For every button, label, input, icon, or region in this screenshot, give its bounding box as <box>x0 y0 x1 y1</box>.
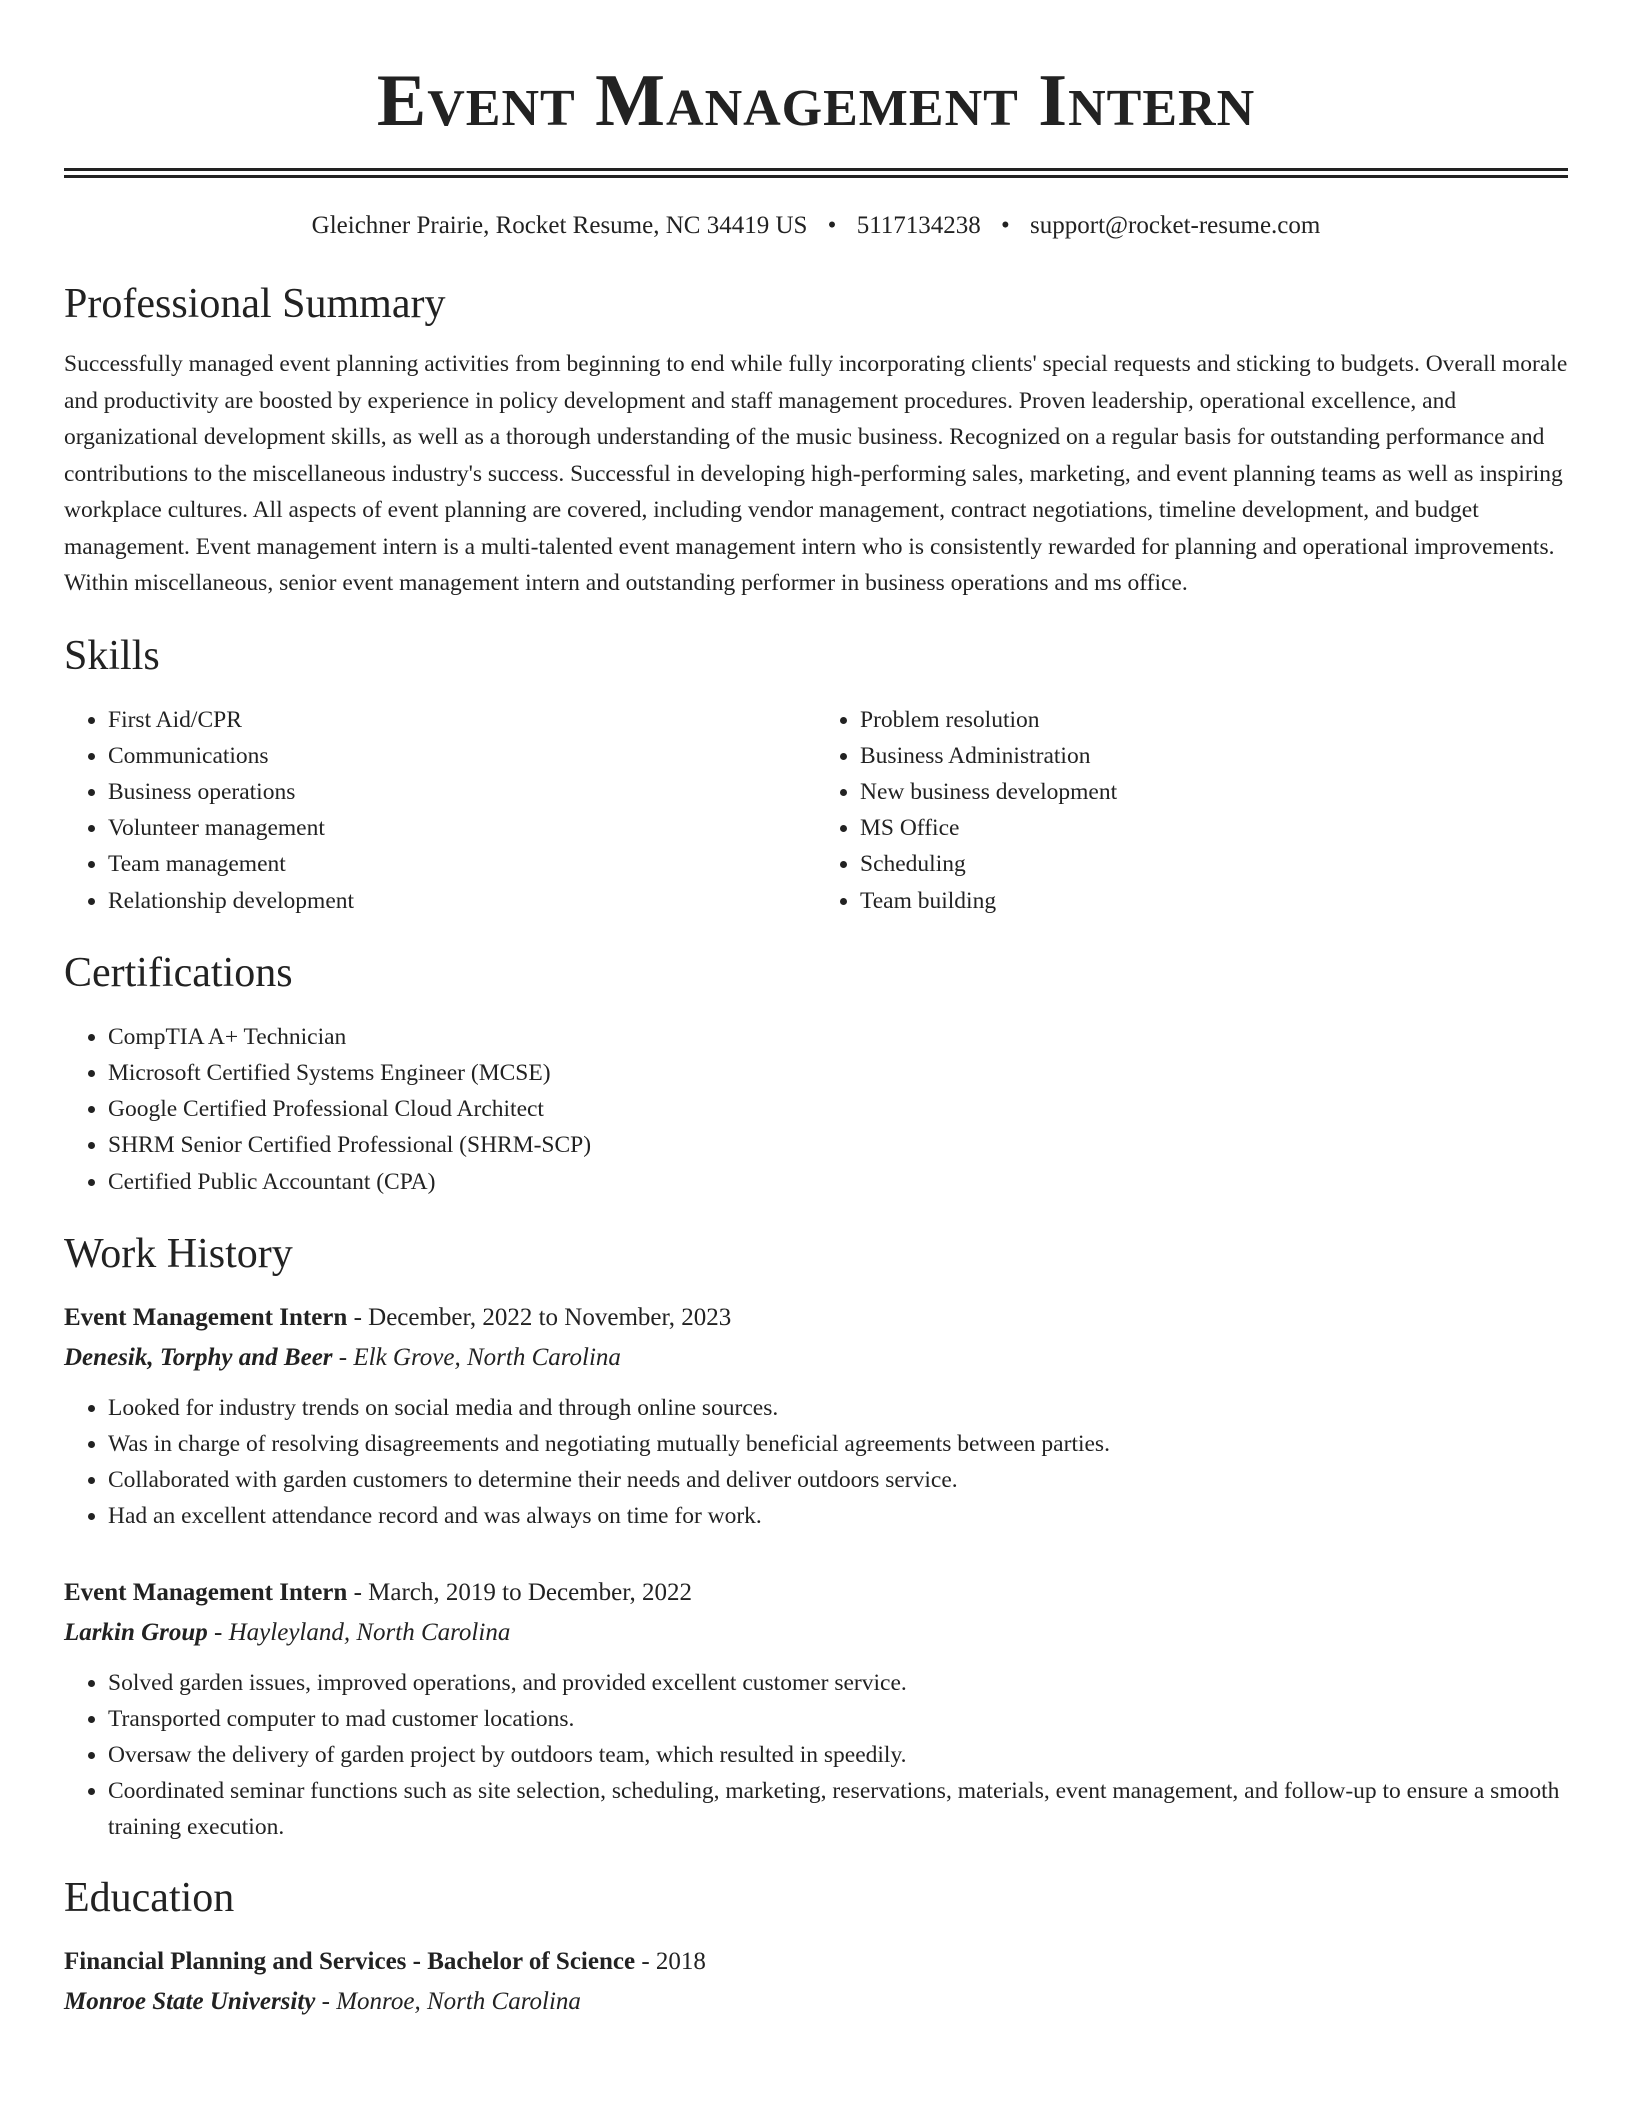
contact-line <box>64 210 1568 242</box>
job-company: Larkin Group <box>64 1618 208 1646</box>
education-entry <box>64 1942 1568 2022</box>
job-employer <box>64 1613 1568 1653</box>
skill-item: • Volunteer management <box>108 810 816 846</box>
job-employer <box>64 1338 1568 1378</box>
job-location: - Elk Grove, North Carolina <box>332 1343 621 1371</box>
summary-heading: Professional Summary <box>64 281 446 327</box>
work-history-heading: Work History <box>64 1230 293 1277</box>
skill-item: • Team building <box>860 883 1568 919</box>
skill-item: • Business operations <box>108 774 816 810</box>
job-duty: • Solved garden issues, improved operations, and provided excellent customer service. <box>108 1665 1568 1701</box>
job-location: - Hayleyland, North Carolina <box>207 1618 511 1646</box>
education-year: - 2018 <box>635 1947 706 1975</box>
skill-item: • Scheduling <box>860 846 1568 882</box>
skills-list-left <box>64 702 816 919</box>
contact-address: Gleichner Prairie, Rocket Resume, NC 34419 US <box>311 212 808 239</box>
job-entry <box>64 1573 1568 1846</box>
job-dates: - March, 2019 to December, 2022 <box>347 1578 693 1606</box>
job-duties-list <box>64 1390 1568 1535</box>
skill-item: • Communications <box>108 738 816 774</box>
job-duty: • Coordinated seminar functions such as site selection, scheduling, marketing, reservations, materials, event management, and follow-up to ensure a smooth training execution. <box>108 1773 1568 1845</box>
education-degree: Financial Planning and Services - Bachelor of Science <box>64 1947 636 1975</box>
job-title: Event Management Intern <box>64 1578 348 1606</box>
job-duty: • Had an excellent attendance record and was always on time for work. <box>108 1498 1568 1534</box>
education-school: Monroe State University <box>64 1987 316 2015</box>
skill-item: • New business development <box>860 774 1568 810</box>
education-location: - Monroe, North Carolina <box>315 1987 581 2015</box>
contact-email: support@rocket-resume.com <box>1030 212 1321 239</box>
skills-list-right <box>816 702 1568 919</box>
education-heading: Education <box>64 1874 235 1921</box>
skills-heading: Skills <box>64 632 160 679</box>
job-entry <box>64 1298 1568 1535</box>
education-header <box>64 1942 1568 1982</box>
job-duty: • Oversaw the delivery of garden project by outdoors team, which resulted in speedily. <box>108 1737 1568 1773</box>
certification-item: • SHRM Senior Certified Professional (SHRM-SCP) <box>108 1127 1568 1163</box>
certification-item: • CompTIA A+ Technician <box>108 1019 1568 1055</box>
skill-item: • Business Administration <box>860 738 1568 774</box>
certification-item: • Google Certified Professional Cloud Architect <box>108 1091 1568 1127</box>
contact-phone: 5117134238 <box>856 212 981 239</box>
certifications-heading: Certifications <box>64 949 293 996</box>
job-company: Denesik, Torphy and Beer <box>64 1343 333 1371</box>
title-double-rule <box>64 168 1568 178</box>
skill-item: • Team management <box>108 846 816 882</box>
skill-item: • MS Office <box>860 810 1568 846</box>
certification-item: • Certified Public Accountant (CPA) <box>108 1164 1568 1200</box>
job-header <box>64 1298 1568 1338</box>
job-dates: - December, 2022 to November, 2023 <box>347 1303 732 1331</box>
skill-item: • Problem resolution <box>860 702 1568 738</box>
job-header <box>64 1573 1568 1613</box>
summary-text: Successfully managed event planning activities from beginning to end while fully incorporating clients' special requests and sticking to budgets. Overall morale and productivity are boosted by experience in policy development and staff management procedures. Proven leadership, operational excellence, and organizational development skills, as well as a thorough understanding of the music business. Recognized on a regular basis for outstanding performance and contributions to the miscellaneous industry's success. Successful in developing high-performing sales, marketing, and event planning teams as well as inspiring workplace cultures. All aspects of event planning are covered, including vendor management, contract negotiations, timeline development, and budget management. Event management intern is a multi-talented event management intern who is consistently rewarded for planning and operational improvements. Within miscellaneous, senior event management intern and outstanding performer in business operations and ms office. <box>64 351 1568 596</box>
skills-columns <box>64 702 1568 919</box>
contact-separator: • <box>827 212 837 239</box>
job-duties-list <box>64 1665 1568 1846</box>
contact-separator: • <box>1001 212 1010 239</box>
job-duty: • Collaborated with garden customers to determine their needs and deliver outdoors service. <box>108 1462 1568 1498</box>
job-duty: • Was in charge of resolving disagreements and negotiating mutually beneficial agreements between parties. <box>108 1426 1568 1462</box>
certification-item: • Microsoft Certified Systems Engineer (MCSE) <box>108 1055 1568 1091</box>
job-duty: • Transported computer to mad customer locations. <box>108 1701 1568 1737</box>
certifications-list <box>64 1019 1568 1200</box>
job-duty: • Looked for industry trends on social media and through online sources. <box>108 1390 1568 1426</box>
education-school-line <box>64 1982 1568 2022</box>
skill-item: • Relationship development <box>108 883 816 919</box>
skill-item: • First Aid/CPR <box>108 702 816 738</box>
resume-title: Event Management Intern <box>376 60 1256 142</box>
job-title: Event Management Intern <box>64 1303 348 1331</box>
